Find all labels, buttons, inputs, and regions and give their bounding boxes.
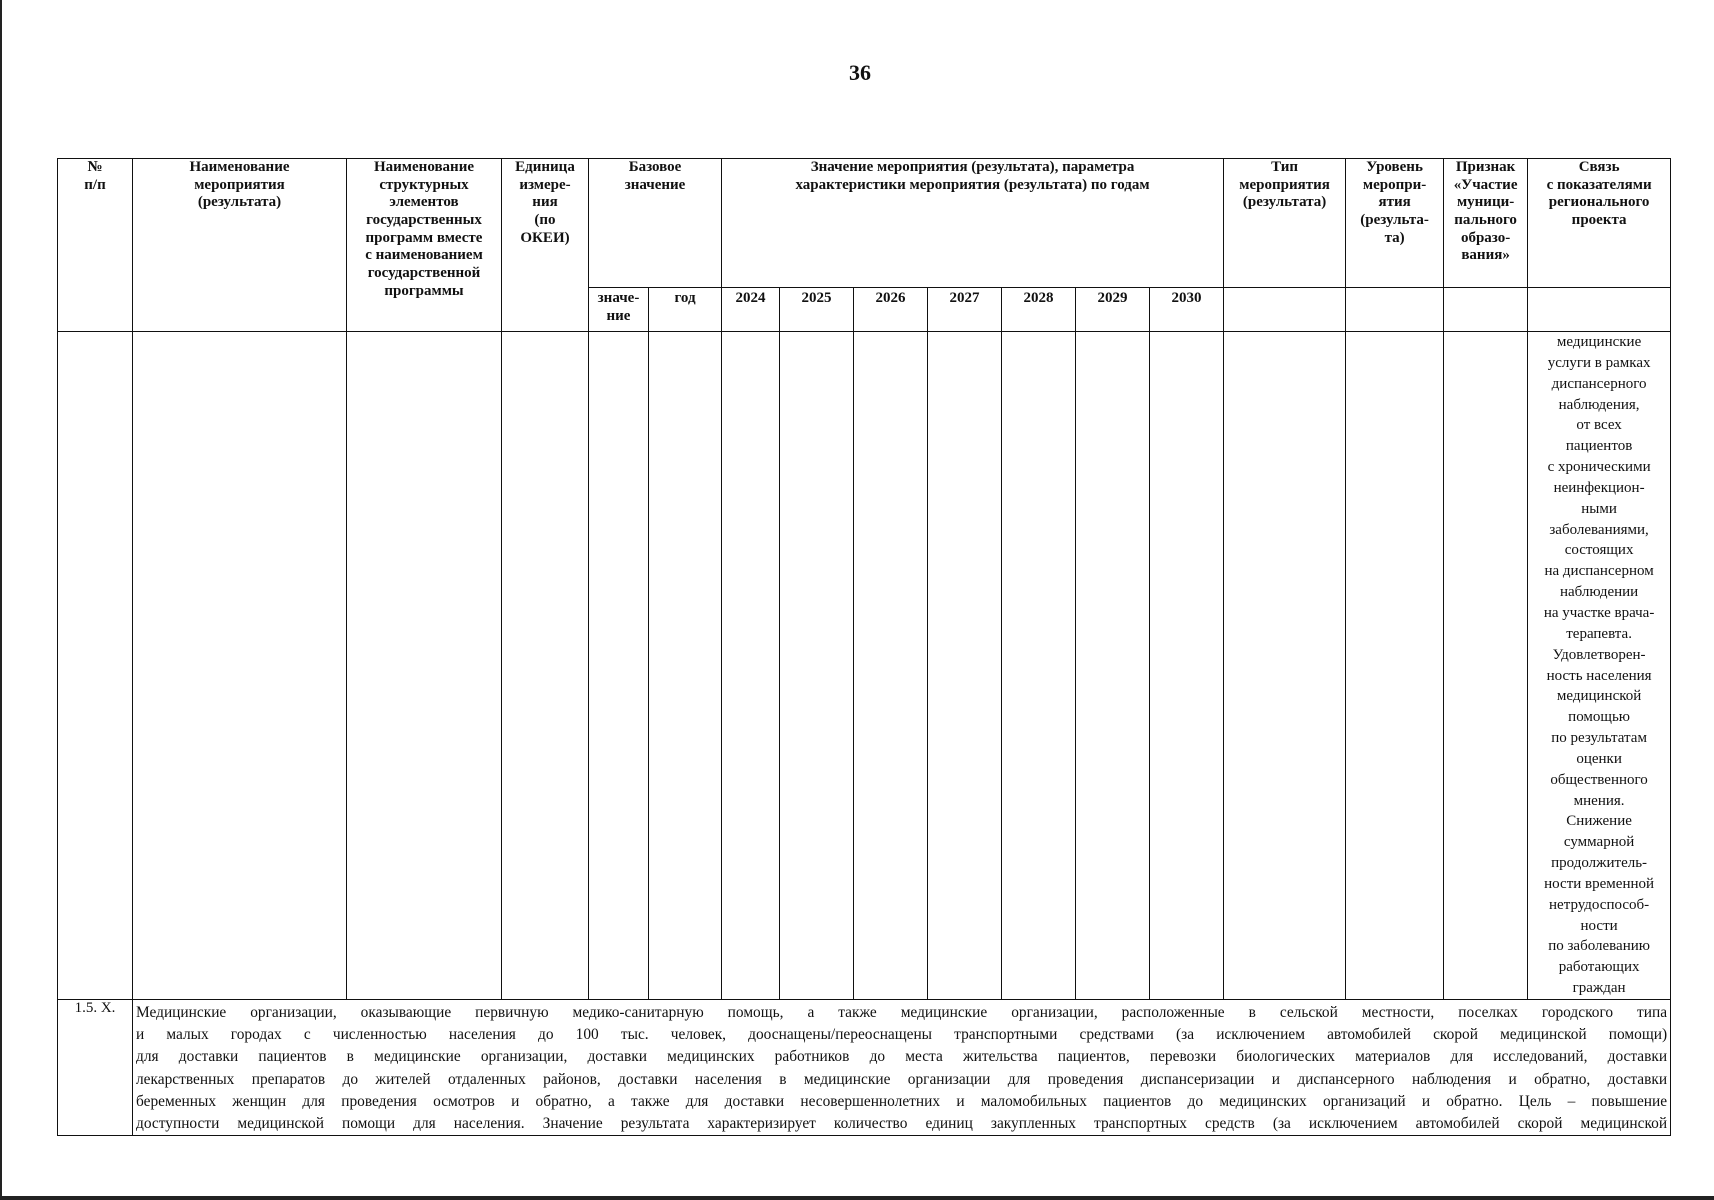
row-1-5-text-line: беременных женщин для проведения осмотров и обратно, а также для доставки несовершеннолетних и маломобильных пациентов до медицинских организаций и обратно. Цель – повышение — [136, 1092, 1668, 1110]
header-structural — [347, 159, 502, 332]
link-text-line: мнения. — [1573, 792, 1625, 809]
header-unit-text: Единица измере- ния (по ОКЕИ) — [515, 159, 575, 246]
header-values-by-year — [722, 159, 1224, 288]
cell-name — [133, 332, 347, 1000]
row-1-5 — [58, 1000, 1671, 1136]
page-bottom-edge — [0, 1196, 1714, 1200]
header-num — [58, 159, 133, 332]
cell-2029 — [1076, 332, 1150, 1000]
header-type-text: Тип мероприятия (результата) — [1239, 159, 1330, 211]
link-text-line: наблюдения, — [1558, 396, 1640, 413]
link-text-line: оценки — [1576, 750, 1622, 767]
cell-2025 — [780, 332, 854, 1000]
link-text-line: Снижение — [1566, 813, 1632, 830]
link-text-line: работающих — [1558, 959, 1640, 976]
cell-num — [58, 332, 133, 1000]
header-sign-text: Признак «Участие муници- пального образо- вания» — [1453, 159, 1518, 264]
link-text-line: наблюдении — [1559, 584, 1639, 601]
link-text-line: пациентов — [1565, 438, 1633, 455]
row-1-5-description — [133, 1000, 1671, 1136]
header-link-blank — [1528, 288, 1671, 332]
row-1-5-number: 1.5. Х. — [58, 1000, 133, 1136]
header-type — [1224, 159, 1346, 288]
header-base-text: Базовое значение — [624, 159, 686, 193]
link-text — [1529, 332, 1669, 999]
link-text-line: общественного — [1550, 771, 1648, 788]
link-text-line: неинфекцион- — [1553, 479, 1645, 496]
link-text-line: медицинские — [1556, 334, 1642, 350]
link-text-line: состоящих — [1564, 542, 1634, 559]
link-text-line: терапевта. — [1566, 625, 1632, 642]
row-1-5-text-line: и малых городах с численностью населения до 100 тыс. человек, дооснащены/переоснащены транспортными средствами (за исключением автомобилей скорой медицинской помощи) — [136, 1026, 1668, 1044]
cell-unit — [502, 332, 589, 1000]
header-link — [1528, 159, 1671, 288]
measures-table — [57, 158, 1671, 1136]
header-year-2029: 2029 — [1076, 288, 1150, 332]
cell-base-value — [589, 332, 649, 1000]
header-num-text: № п/п — [84, 159, 106, 193]
header-name-text: Наименование мероприятия (результата) — [189, 159, 290, 211]
header-level-text: Уровень меропри- ятия (результа- та) — [1360, 159, 1429, 246]
cell-type — [1224, 332, 1346, 1000]
header-structural-text: Наименование структурных элементов государственных программ вместе с наименованием государственной программы — [365, 159, 483, 299]
link-text-line: с хроническими — [1547, 459, 1651, 476]
header-year-2026: 2026 — [854, 288, 928, 332]
link-text-line: на диспансерном — [1544, 563, 1654, 580]
header-year-2024: 2024 — [722, 288, 780, 332]
header-base — [589, 159, 722, 288]
row-1-5-text-line: Медицинские организации, оказывающие первичную медико-санитарную помощь, а также медицинские организации, расположенные в сельской местности, поселках городского типа — [136, 1004, 1668, 1021]
page-left-edge — [0, 0, 2, 1200]
header-sign-blank — [1444, 288, 1528, 332]
header-year-2025: 2025 — [780, 288, 854, 332]
link-text-line: помощью — [1568, 709, 1631, 726]
link-text-line: по результатам — [1551, 730, 1647, 747]
cell-sign — [1444, 332, 1528, 1000]
header-year-2028: 2028 — [1002, 288, 1076, 332]
row-1-5-text-line: доступности медицинской помощи для населения. Значение результата характеризирует количество единиц закупленных транспортных средств (за исключением автомобилей скорой медицинской — [136, 1114, 1668, 1132]
header-base-value — [589, 288, 649, 332]
link-text-line: услуги в рамках — [1547, 354, 1651, 371]
header-values-title: Значение мероприятия (результата), параметра характеристики мероприятия (результата) по годам — [795, 159, 1150, 193]
link-text-line: Удовлетворен- — [1552, 646, 1646, 663]
cell-structural — [347, 332, 502, 1000]
cell-2030 — [1150, 332, 1224, 1000]
header-level — [1346, 159, 1444, 288]
link-text-line: заболеваниями, — [1549, 521, 1649, 538]
row-1-5-text-line: для доставки пациентов в медицинские организации, доставки медицинских работников до места жительства пациентов, перевозки биологических материалов для исследований, доставки — [136, 1048, 1668, 1066]
link-text-line: на участке врача- — [1543, 604, 1655, 621]
link-text-line: ными — [1581, 500, 1617, 517]
header-sign — [1444, 159, 1528, 288]
link-text-line: от всех — [1576, 417, 1622, 434]
link-text-line: диспансерного — [1551, 375, 1647, 392]
header-base-value-text: значе- ние — [597, 290, 640, 324]
header-level-blank — [1346, 288, 1444, 332]
link-text-line: нетрудоспособ- — [1549, 896, 1650, 913]
header-year-2030: 2030 — [1150, 288, 1224, 332]
cell-base-year — [649, 332, 722, 1000]
link-text-line: по заболеванию — [1548, 938, 1650, 955]
link-text-line: ности временной — [1544, 875, 1655, 892]
cell-level — [1346, 332, 1444, 1000]
cell-link — [1528, 332, 1671, 1000]
header-base-year — [649, 288, 722, 332]
link-text-line: медицинской — [1556, 688, 1642, 705]
link-text-line: продолжитель- — [1551, 855, 1648, 872]
link-text-line: ность населения — [1546, 667, 1652, 684]
link-text-line: суммарной — [1563, 834, 1635, 851]
page-number: 36 — [849, 60, 871, 85]
header-name — [133, 159, 347, 332]
link-text-line: граждан — [1572, 980, 1626, 997]
header-link-text: Связь с показателями регионального проекта — [1546, 159, 1652, 229]
header-year-2027: 2027 — [928, 288, 1002, 332]
cell-2028 — [1002, 332, 1076, 1000]
header-unit — [502, 159, 589, 332]
cell-2024 — [722, 332, 780, 1000]
row-1-5-text-line: лекарственных препаратов до жителей отдаленных районов, доставки населения в медицинские организации для проведения диспансеризации и диспансерного наблюдения и обратно, доставки — [136, 1070, 1668, 1088]
link-text-line: ности — [1580, 917, 1618, 934]
header-type-blank — [1224, 288, 1346, 332]
cell-2026 — [854, 332, 928, 1000]
row-1-5-text — [136, 1002, 1667, 1135]
header-base-year-text: год — [674, 290, 696, 306]
cell-2027 — [928, 332, 1002, 1000]
continuation-row — [58, 332, 1671, 1000]
